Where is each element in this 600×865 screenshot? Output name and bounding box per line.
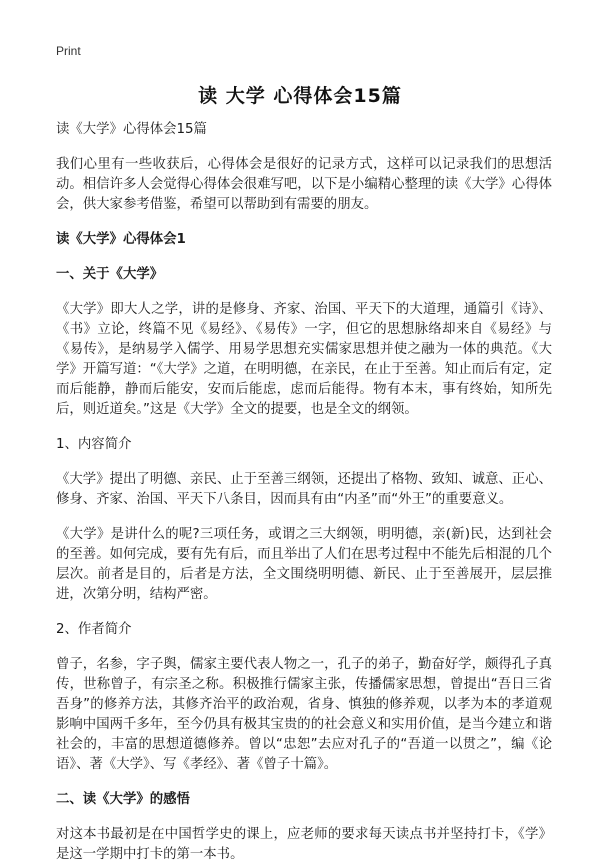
print-button[interactable]: Print xyxy=(56,44,81,58)
article-body xyxy=(56,120,552,865)
content-summary-paragraph: 《大学》提出了明德、亲民、止于至善三纲领，还提出了格物、致知、诚意、正心、修身、齐家、治国、平天下八条目，因而具有由“内圣”而“外王”的重要意义。 xyxy=(56,472,552,507)
author-heading: 2、作者简介 xyxy=(56,622,132,637)
content-summary-heading: 1、内容简介 xyxy=(56,437,132,452)
insights-paragraph: 对这本书最初是在中国哲学史的课上，应老师的要求每天读点书并坚持打卡，《学》是这一学期中打卡的第一本书。 xyxy=(56,827,552,862)
section-heading: 读《大学》心得体会1 xyxy=(56,232,186,247)
author-paragraph: 曾子，名参，字子舆，儒家主要代表人物之一，孔子的弟子，勤奋好学，颇得孔子真传，世称曾子，有宗圣之称。积极推行儒家主张，传播儒家思想，曾提出“吾日三省吾身”的修养方法，其修齐治平的政治观，省身、慎独的修养观，以孝为本的孝道观影响中国两千多年，至今仍具有极其宝贵的的社会意义和实用价值，是当今建立和谐社会的，丰富的思想道德修养。曾以“忠恕”去应对孔子的“吾道一以贯之”，编《论语》、著《大学》、写《孝经》、著《曾子十篇》。 xyxy=(56,657,552,772)
part-heading-insights: 二、读《大学》的感悟 xyxy=(56,792,190,807)
intro-paragraph: 我们心里有一些收获后，心得体会是很好的记录方式，这样可以记录我们的思想活动。相信许多人会觉得心得体会很难写吧，以下是小编精心整理的读《大学》心得体会，供大家参考借鉴，希望可以帮助到有需要的朋友。 xyxy=(56,157,552,212)
about-paragraph: 《大学》即大人之学，讲的是修身、齐家、治国、平天下的大道理，通篇引《诗》、《书》立论，终篇不见《易经》、《易传》一字，但它的思想脉络却来自《易经》与《易传》，是纳易学入儒学、用易学思想充实儒家思想并使之融为一体的典范。《大学》开篇写道：“《大学》之道，在明明德，在亲民，在止于至善。知止而后有定，定而后能静，静而后能安，安而后能虑，虑而后能得。物有本末，事有终始，知所先后，则近道矣。”这是《大学》全文的提要，也是全文的纲领。 xyxy=(56,302,552,417)
part-heading-about: 一、关于《大学》 xyxy=(56,267,164,282)
page-title: 读 大学 心得体会15篇 xyxy=(198,85,402,107)
article-subtitle: 读《大学》心得体会15篇 xyxy=(56,122,207,137)
content-summary-paragraph-2: 《大学》是讲什么的呢?三项任务，或谓之三大纲领，明明德，亲(新)民，达到社会的至善。如何完成，要有先有后，而且举出了人们在思考过程中不能先后相混的几个层次。前者是目的，后者是方法，全文围绕明明德、新民、止于至善展开，层层推进，次第分明，结构严密。 xyxy=(56,527,552,602)
